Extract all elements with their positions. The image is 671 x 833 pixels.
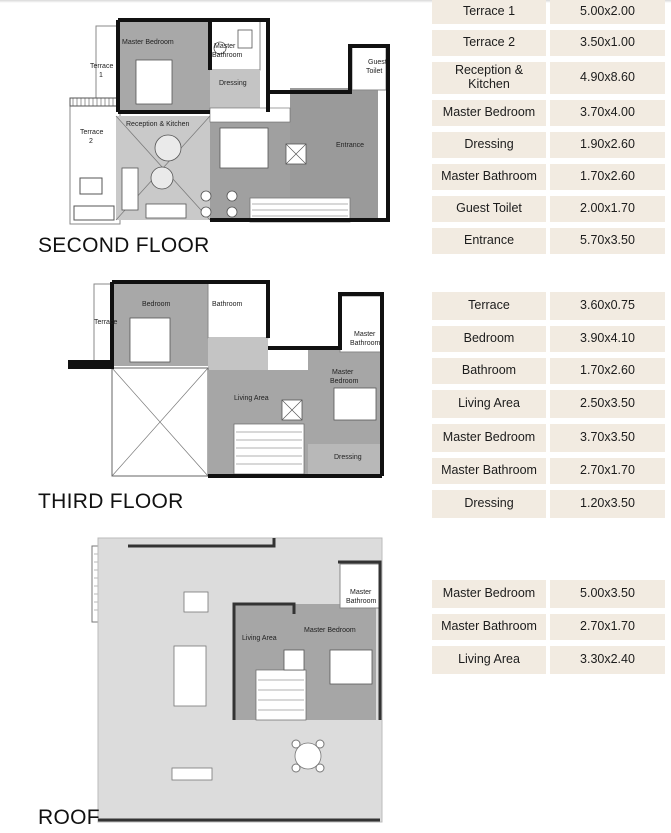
roof-label-master-bed: Master Bedroom: [304, 627, 356, 634]
room-size: 2.00x1.70: [550, 196, 665, 222]
room-name: Master Bedroom: [432, 100, 546, 126]
roof-label-master-bath-2: Bathroom: [346, 598, 377, 605]
second-label-guest-1: Guest: [368, 59, 387, 66]
room-name: Living Area: [432, 646, 546, 674]
third-label-terrace: Terrace: [94, 319, 118, 326]
second-label-terrace2-2: 2: [89, 138, 93, 145]
table-row: [432, 614, 665, 640]
room-size: 3.90x4.10: [550, 326, 665, 352]
third-floor-title: THIRD FLOOR: [38, 490, 184, 513]
room-name: Living Area: [432, 390, 546, 418]
table-row: [432, 424, 665, 452]
table-row: [432, 580, 665, 608]
roof-label-master-bath-1: Master: [350, 589, 372, 596]
room-size: 3.30x2.40: [550, 646, 665, 674]
roof-title: ROOF: [38, 806, 100, 829]
second-floor-room-table: [432, 0, 665, 260]
second-label-terrace2-1: Terrace: [80, 129, 104, 136]
room-size: 1.90x2.60: [550, 132, 665, 158]
room-size: 5.00x3.50: [550, 580, 665, 608]
table-row: [432, 390, 665, 418]
room-name: Master Bedroom: [432, 424, 546, 452]
roof-room-table: [432, 580, 665, 680]
room-size: 1.20x3.50: [550, 490, 665, 518]
room-name: Master Bathroom: [432, 164, 546, 190]
room-name: Terrace 2: [432, 30, 546, 56]
third-label-master-bed-1: Master: [332, 369, 354, 376]
second-label-master-bedroom: Master Bedroom: [122, 39, 174, 46]
second-floor-title: SECOND FLOOR: [38, 234, 210, 257]
third-label-master-bath-1: Master: [354, 331, 376, 338]
table-row: [432, 62, 665, 94]
room-size: 1.70x2.60: [550, 164, 665, 190]
table-row: [432, 228, 665, 254]
second-floor-plan: [60, 8, 400, 240]
room-size: 4.90x8.60: [550, 62, 665, 94]
room-name: Bedroom: [432, 326, 546, 352]
third-label-master-bath-2: Bathroom: [350, 340, 381, 347]
room-size: 5.70x3.50: [550, 228, 665, 254]
third-label-master-bed-2: Bedroom: [330, 378, 359, 385]
room-size: 2.70x1.70: [550, 458, 665, 484]
room-size: 2.50x3.50: [550, 390, 665, 418]
third-label-bathroom: Bathroom: [212, 301, 243, 308]
second-label-terrace1-2: 1: [99, 72, 103, 79]
room-name: Guest Toilet: [432, 196, 546, 222]
table-row: [432, 0, 665, 24]
third-label-dressing: Dressing: [334, 454, 362, 461]
room-name: Dressing: [432, 490, 546, 518]
third-label-bedroom: Bedroom: [142, 301, 171, 308]
room-size: 3.70x3.50: [550, 424, 665, 452]
room-name: Master Bedroom: [432, 580, 546, 608]
room-name: Bathroom: [432, 358, 546, 384]
table-row: [432, 292, 665, 320]
table-row: [432, 30, 665, 56]
room-name: Master Bathroom: [432, 614, 546, 640]
room-name: Terrace: [432, 292, 546, 320]
third-floor-room-table: [432, 292, 665, 524]
second-label-reception: Reception & Kitchen: [126, 121, 190, 128]
room-name: Dressing: [432, 132, 546, 158]
roof-label-living: Living Area: [242, 635, 277, 642]
roof-plan: [84, 520, 394, 825]
table-row: [432, 132, 665, 158]
table-row: [432, 100, 665, 126]
table-row: [432, 646, 665, 674]
room-name: Entrance: [432, 228, 546, 254]
room-size: 5.00x2.00: [550, 0, 665, 24]
second-label-entrance: Entrance: [336, 142, 365, 149]
room-size: 3.60x0.75: [550, 292, 665, 320]
room-size: 3.70x4.00: [550, 100, 665, 126]
table-row: [432, 164, 665, 190]
room-name: Reception & Kitchen: [432, 62, 546, 94]
room-name: Terrace 1: [432, 0, 546, 24]
third-label-living: Living Area: [234, 395, 269, 402]
table-row: [432, 196, 665, 222]
table-row: [432, 490, 665, 518]
table-row: [432, 326, 665, 352]
room-size: 1.70x2.60: [550, 358, 665, 384]
second-label-dressing: Dressing: [219, 80, 247, 87]
table-row: [432, 358, 665, 384]
second-label-terrace1-1: Terrace: [90, 63, 114, 70]
room-size: 2.70x1.70: [550, 614, 665, 640]
second-label-guest-2: Toilet: [366, 68, 383, 75]
second-label-master-bath-1: Master: [214, 43, 236, 50]
table-row: [432, 458, 665, 484]
room-name: Master Bathroom: [432, 458, 546, 484]
third-floor-plan: [64, 278, 388, 492]
second-label-master-bath-2: Bathroom: [212, 52, 243, 59]
room-size: 3.50x1.00: [550, 30, 665, 56]
